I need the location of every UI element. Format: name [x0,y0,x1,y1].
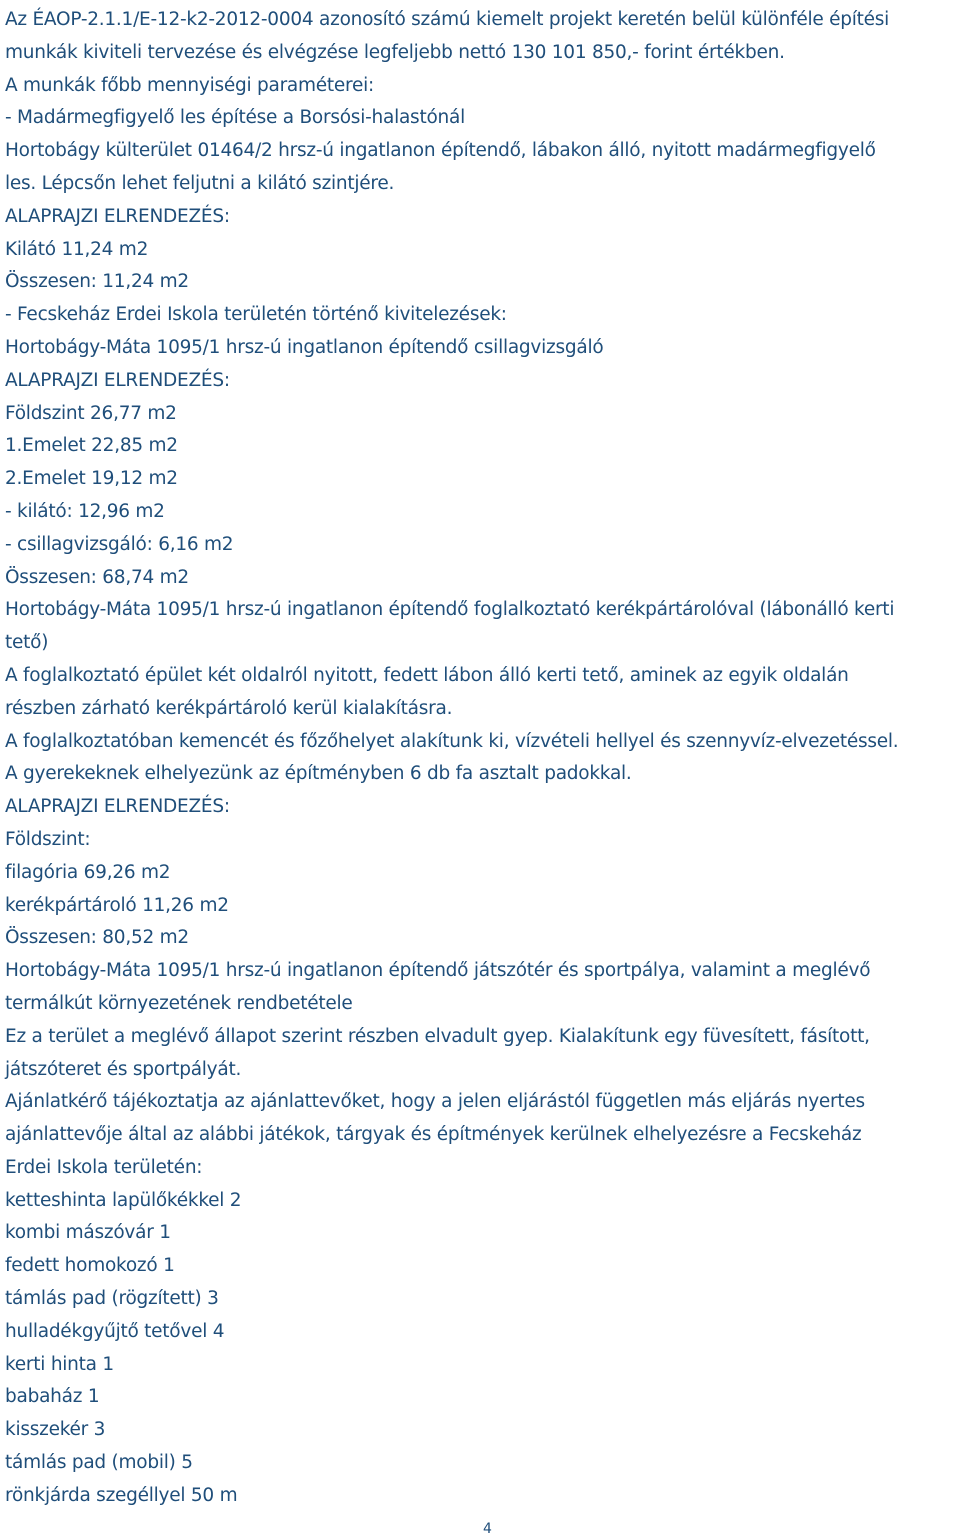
text-line: Hortobágy külterület 01464/2 hrsz-ú ingatlanon építendő, lábakon álló, nyitott madármegfigyelő [5,140,876,162]
text-line: 2.Emelet 19,12 m2 [5,468,178,490]
text-line: Erdei Iskola területén: [5,1156,203,1178]
text-line: Földszint: [5,828,91,850]
list-item: hulladékgyűjtő tetővel 4 [5,1320,225,1342]
text-line: filagória 69,26 m2 [5,861,171,883]
text-line: tető) [5,632,49,654]
text-line: Összesen: 80,52 m2 [5,927,189,949]
text-line: Kilátó 11,24 m2 [5,238,149,260]
text-line: les. Lépcsőn lehet feljutni a kilátó szintjére. [5,172,395,194]
text-line: - kilátó: 12,96 m2 [5,500,165,522]
text-line: A munkák főbb mennyiségi paraméterei: [5,74,375,96]
page-number: 4 [483,1521,492,1537]
text-line: - Madármegfigyelő les építése a Borsósi-halastónál [5,107,465,129]
text-line: Ez a terület a meglévő állapot szerint részben elvadult gyep. Kialakítunk egy füvesített, fásított, [5,1025,870,1047]
section-heading: ALAPRAJZI ELRENDEZÉS: [5,796,230,818]
section-heading: ALAPRAJZI ELRENDEZÉS: [5,205,230,227]
text-line: A gyerekeknek elhelyezünk az építményben 6 db fa asztalt padokkal. [5,763,632,785]
text-line: Földszint 26,77 m2 [5,402,177,424]
text-line: Hortobágy-Máta 1095/1 hrsz-ú ingatlanon építendő csillagvizsgáló [5,336,604,358]
text-line: munkák kiviteli tervezése és elvégzése legfeljebb nettó 130 101 850,- forint értékben. [5,41,785,63]
text-line: termálkút környezetének rendbetétele [5,992,353,1014]
text-line: A foglalkoztató épület két oldalról nyitott, fedett lábon álló kerti tető, aminek az egyik oldalán [5,664,849,686]
list-item: fedett homokozó 1 [5,1255,175,1277]
text-line: - csillagvizsgáló: 6,16 m2 [5,533,234,555]
text-line: 1.Emelet 22,85 m2 [5,435,178,457]
list-item: babaház 1 [5,1386,100,1408]
text-line: Összesen: 68,74 m2 [5,566,189,588]
text-line: részben zárható kerékpártároló kerül kialakításra. [5,697,453,719]
text-line: Ajánlatkérő tájékoztatja az ajánlattevőket, hogy a jelen eljárástól független más eljárás nyertes [5,1091,865,1113]
text-line: Hortobágy-Máta 1095/1 hrsz-ú ingatlanon építendő foglalkoztató kerékpártárolóval (lábonálló kerti [5,599,895,621]
text-line: Az ÉAOP-2.1.1/E-12-k2-2012-0004 azonosító számú kiemelt projekt keretén belül különféle építési [5,9,890,30]
text-line: Hortobágy-Máta 1095/1 hrsz-ú ingatlanon építendő játszótér és sportpálya, valamint a meglévő [5,960,871,982]
text-line: - Fecskeház Erdei Iskola területén történő kivitelezések: [5,304,507,326]
list-item: kombi mászóvár 1 [5,1222,171,1244]
list-item: kisszekér 3 [5,1419,106,1441]
list-item: rönkjárda szegéllyel 50 m [5,1484,238,1506]
section-heading: ALAPRAJZI ELRENDEZÉS: [5,369,230,391]
text-line: kerékpártároló 11,26 m2 [5,894,229,916]
text-line: ajánlattevője által az alábbi játékok, tárgyak és építmények kerülnek elhelyezésre a Fecskeház [5,1124,862,1146]
text-line: Összesen: 11,24 m2 [5,271,189,293]
list-item: támlás pad (mobil) 5 [5,1452,193,1474]
list-item: ketteshinta lapülőkékkel 2 [5,1189,242,1211]
text-line: játszóteret és sportpályát. [5,1058,242,1080]
document-body [5,4,955,1513]
text-line: A foglalkoztatóban kemencét és főzőhelyet alakítunk ki, vízvételi hellyel és szennyvíz-elvezetéssel. [5,730,899,752]
list-item: kerti hinta 1 [5,1353,114,1375]
list-item: támlás pad (rögzített) 3 [5,1288,219,1310]
